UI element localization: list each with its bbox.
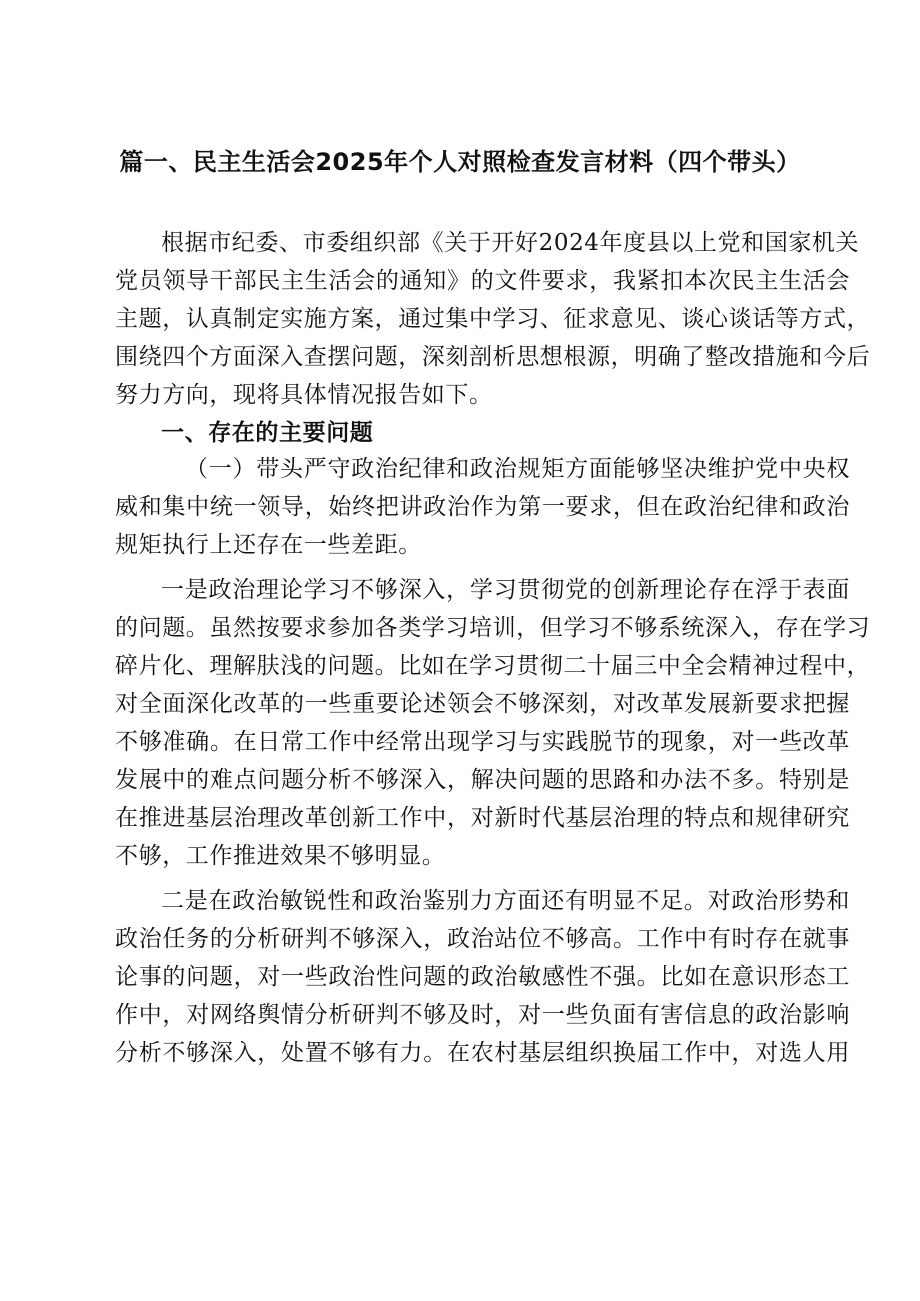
intro-paragraph <box>115 226 871 416</box>
section-heading: 一、存在的主要问题 <box>161 420 374 446</box>
document-body <box>115 226 871 1074</box>
body-line: 不够，工作推进效果不够明显。 <box>115 843 446 869</box>
body-line: 作中，对网络舆情分析研判不够及时，对一些负面有害信息的政治影响 <box>115 1002 850 1028</box>
document-title: 篇一、民主生活会2025年个人对照检查发言材料（四个带头） <box>119 148 801 176</box>
subsection-line: 规矩执行上还存在一些差距。 <box>115 532 422 558</box>
body-line: 论事的问题，对一些政治性问题的政治敏感性不强。比如在意识形态工 <box>115 964 850 990</box>
intro-line: 围绕四个方面深入查摆问题，深刻剖析思想根源，明确了整改措施和今后 <box>115 344 871 370</box>
body-line: 发展中的难点问题分析不够深入，解决问题的思路和办法不多。特别是 <box>115 767 850 793</box>
body-line: 二是在政治敏锐性和政治鉴别力方面还有明显不足。对政治形势和 <box>161 888 850 914</box>
body-line: 在推进基层治理改革创新工作中，对新时代基层治理的特点和规律研究 <box>115 805 850 831</box>
intro-line: 根据市纪委、市委组织部《关于开好2024年度县以上党和国家机关 <box>161 230 860 256</box>
subsection-line: （一）带头严守政治纪律和政治规矩方面能够坚决维护党中央权 <box>185 456 850 482</box>
subsection-paragraph <box>115 452 850 566</box>
body-line: 一是政治理论学习不够深入，学习贯彻党的创新理论存在浮于表面 <box>161 577 850 603</box>
body-line: 分析不够深入，处置不够有力。在农村基层组织换届工作中，对选人用 <box>115 1040 850 1066</box>
intro-line: 主题，认真制定实施方案，通过集中学习、征求意见、谈心谈话等方式， <box>115 306 871 332</box>
body-line: 不够准确。在日常工作中经常出现学习与实践脱节的现象，对一些改革 <box>115 729 850 755</box>
body-line: 政治任务的分析研判不够深入，政治站位不够高。工作中有时存在就事 <box>115 926 850 952</box>
body-paragraph <box>115 573 871 877</box>
subsection-line: 威和集中统一领导，始终把讲政治作为第一要求，但在政治纪律和政治 <box>115 494 850 520</box>
body-line: 碎片化、理解肤浅的问题。比如在学习贯彻二十届三中全会精神过程中， <box>115 653 871 679</box>
intro-line: 党员领导干部民主生活会的通知》的文件要求，我紧扣本次民主生活会 <box>115 268 850 294</box>
body-line: 的问题。虽然按要求参加各类学习培训，但学习不够系统深入，存在学习 <box>115 615 871 641</box>
body-line: 对全面深化改革的一些重要论述领会不够深刻，对改革发展新要求把握 <box>115 691 850 717</box>
intro-line: 努力方向，现将具体情况报告如下。 <box>115 382 493 408</box>
body-paragraph <box>115 884 850 1074</box>
